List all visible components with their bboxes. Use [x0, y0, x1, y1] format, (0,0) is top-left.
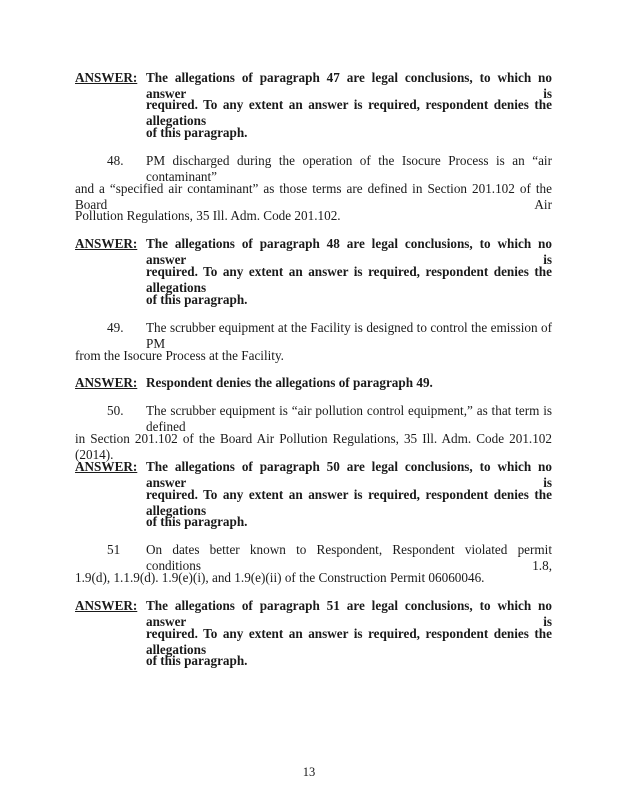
paragraph-number: 49. [107, 320, 124, 335]
answer-line: The allegations of paragraph 47 are legal conclusions, to which no answer is [146, 70, 552, 101]
answer-line: of this paragraph. [146, 292, 248, 307]
paragraph-number: 50. [107, 403, 124, 418]
paragraph-line: 1.9(d), 1.1.9(d). 1.9(e)(i), and 1.9(e)(ii) of the Construction Permit 06060046. [75, 570, 485, 585]
answer-line: required. To any extent an answer is required, respondent denies the allegations [146, 264, 552, 295]
paragraph-line: The scrubber equipment at the Facility is designed to control the emission of PM [146, 320, 552, 351]
answer-label: ANSWER: [75, 236, 138, 251]
answer-line: of this paragraph. [146, 125, 248, 140]
answer-line: Respondent denies the allegations of paragraph 49. [146, 375, 433, 390]
paragraph-line: The scrubber equipment is “air pollution control equipment,” as that term is defined [146, 403, 552, 434]
page-number: 13 [302, 765, 316, 779]
answer-label: ANSWER: [75, 459, 138, 474]
answer-line: of this paragraph. [146, 514, 248, 529]
answer-line: required. To any extent an answer is required, respondent denies the allegations [146, 487, 552, 518]
paragraph-number: 51 [107, 542, 121, 557]
answer-line: The allegations of paragraph 48 are legal conclusions, to which no answer is [146, 236, 552, 267]
paragraph-line: from the Isocure Process at the Facility. [75, 348, 284, 363]
answer-line: required. To any extent an answer is required, respondent denies the allegations [146, 97, 552, 128]
answer-line: The allegations of paragraph 50 are legal conclusions, to which no answer is [146, 459, 552, 490]
paragraph-line: Pollution Regulations, 35 Ill. Adm. Code 201.102. [75, 208, 341, 223]
paragraph-line: On dates better known to Respondent, Respondent violated permit conditions 1.8, [146, 542, 552, 573]
answer-label: ANSWER: [75, 70, 138, 85]
answer-line: The allegations of paragraph 51 are legal conclusions, to which no answer is [146, 598, 552, 629]
paragraph-number: 48. [107, 153, 124, 168]
answer-label: ANSWER: [75, 598, 138, 613]
paragraph-line: and a “specified air contaminant” as those terms are defined in Section 201.102 of the Board Air [75, 181, 552, 212]
answer-line: of this paragraph. [146, 653, 248, 668]
paragraph-line: PM discharged during the operation of the Isocure Process is an “air contaminant” [146, 153, 552, 184]
answer-label: ANSWER: [75, 375, 138, 390]
answer-line: required. To any extent an answer is required, respondent denies the allegations [146, 626, 552, 657]
paragraph-line: in Section 201.102 of the Board Air Pollution Regulations, 35 Ill. Adm. Code 201.102 (2014). [75, 431, 552, 462]
